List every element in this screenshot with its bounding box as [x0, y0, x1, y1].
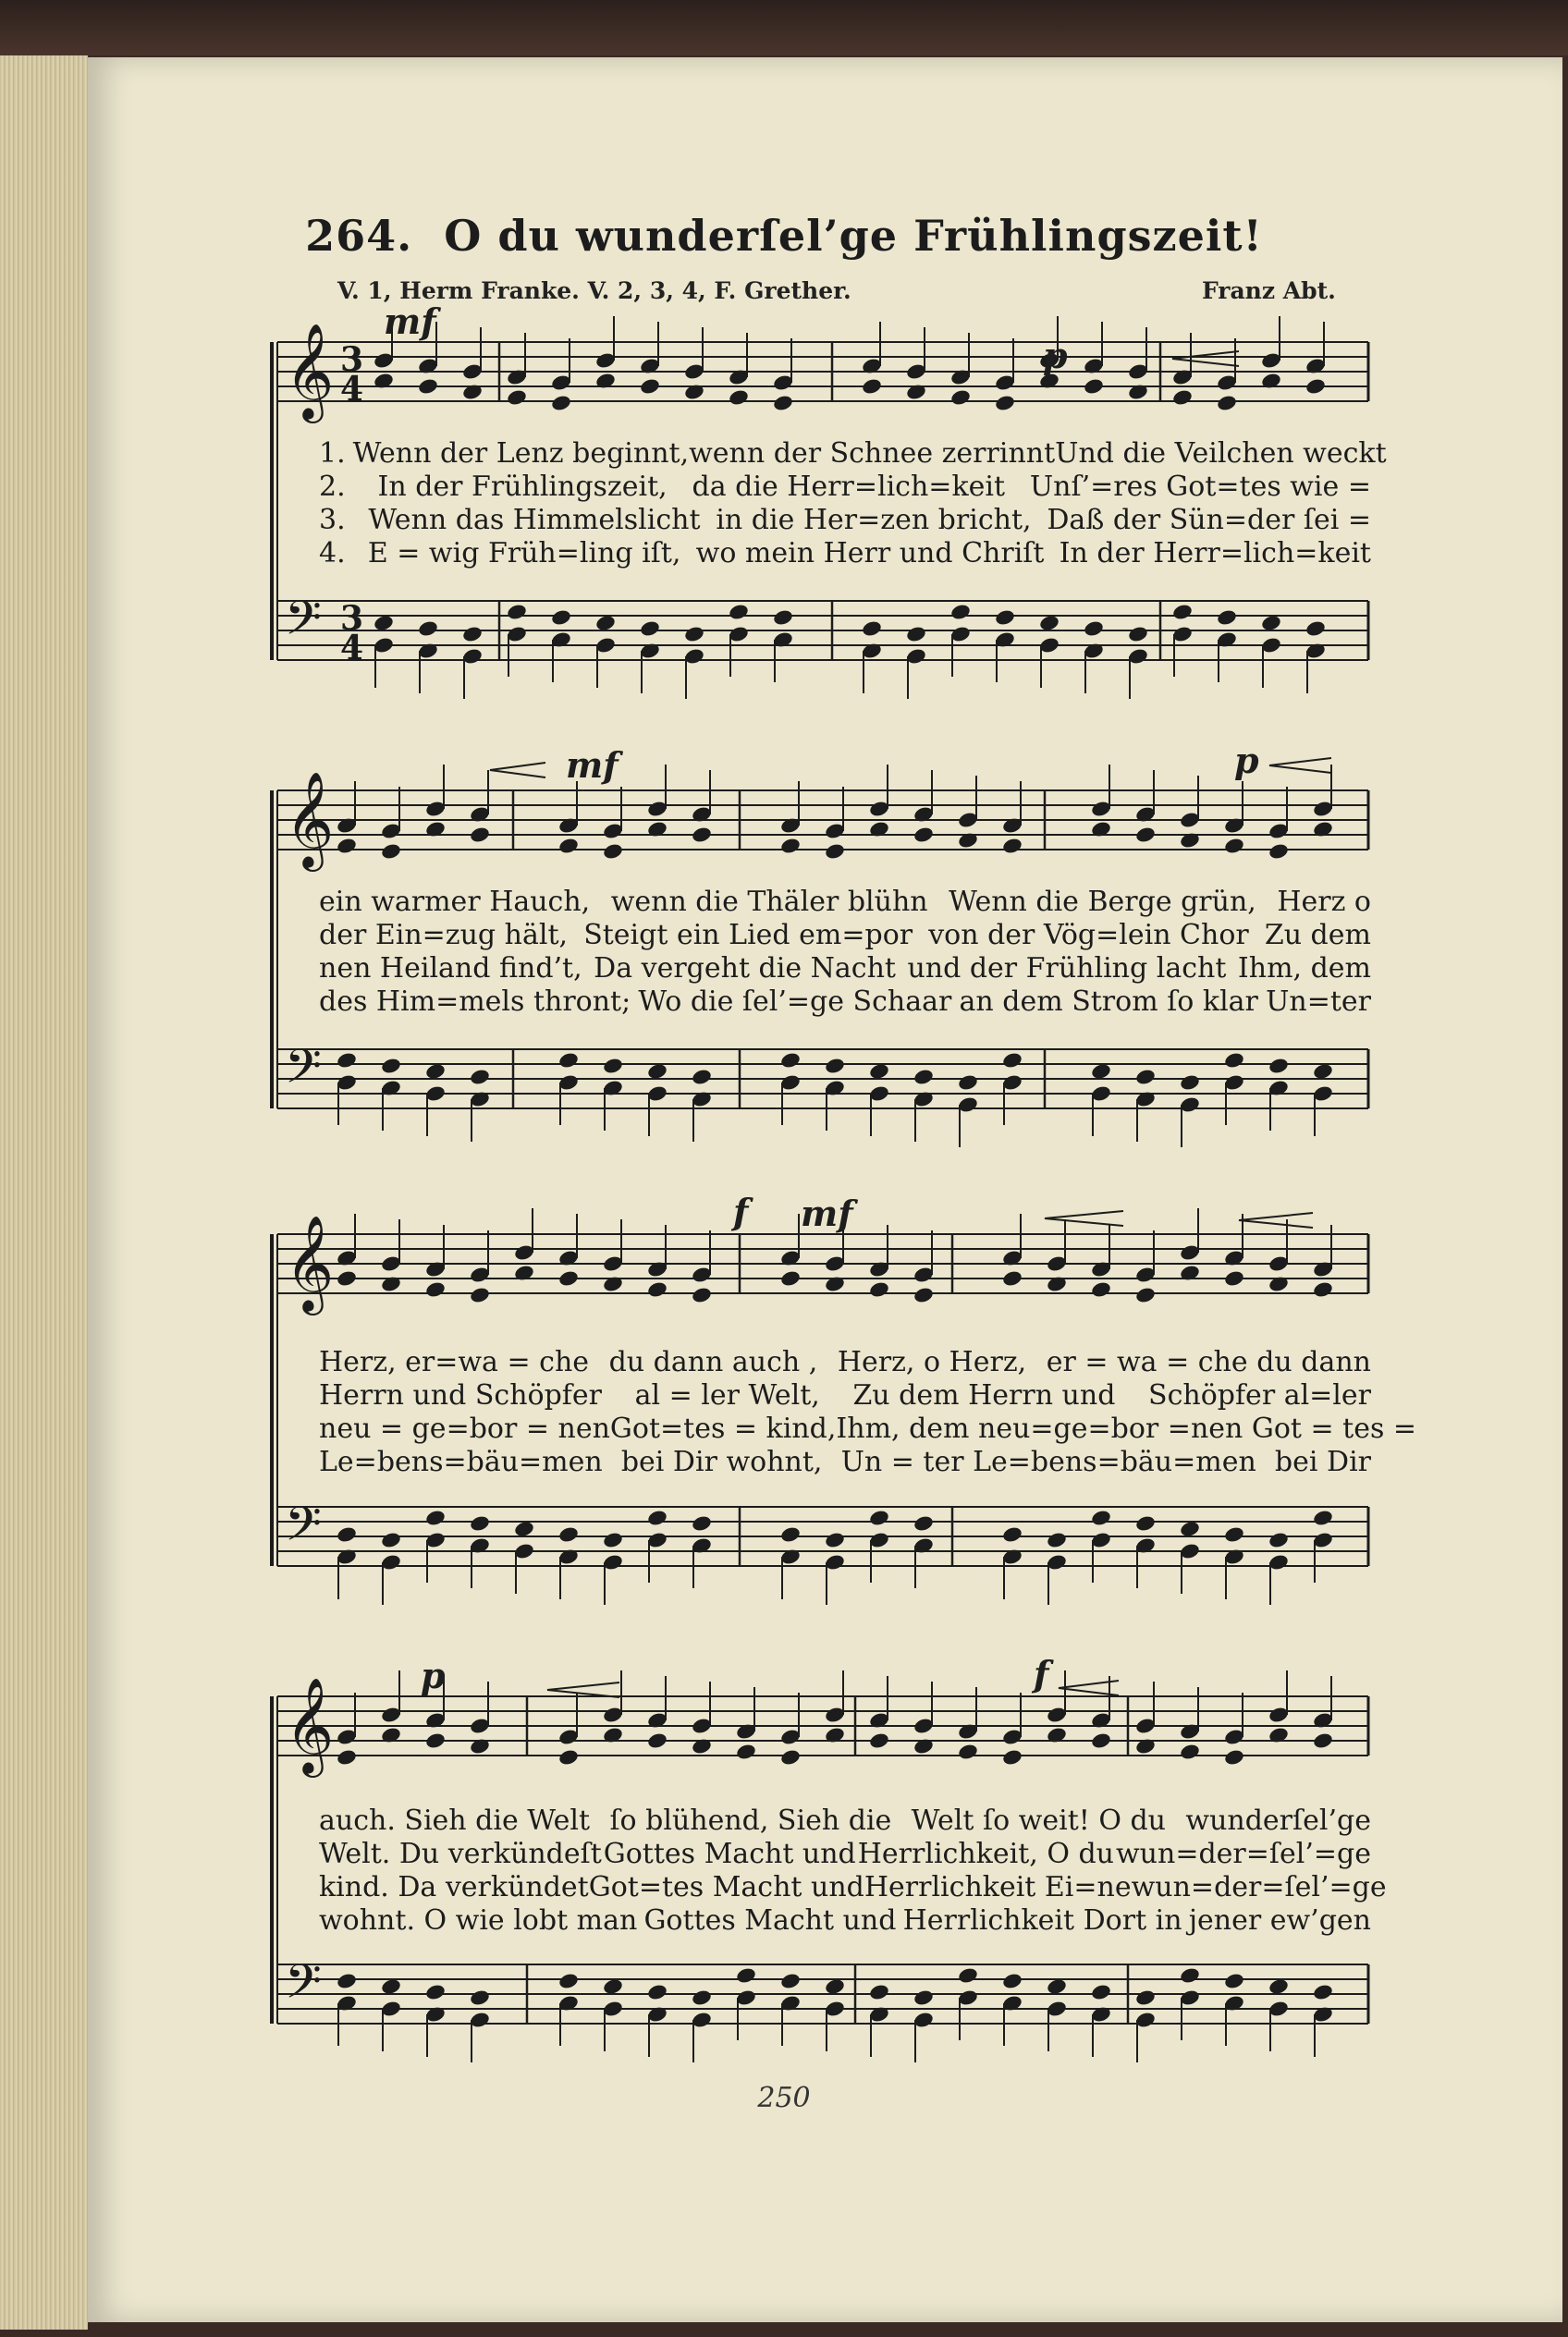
note-head [683, 625, 705, 643]
time-signature-denominator: 4 [340, 370, 364, 409]
note-head [1268, 1057, 1290, 1075]
note-head [1179, 1520, 1201, 1538]
note-head [994, 608, 1016, 627]
note-head [779, 1269, 802, 1288]
note-head [1312, 1983, 1334, 2001]
note-head [1260, 614, 1282, 632]
note-head [557, 1748, 580, 1767]
note-head [557, 1972, 580, 1990]
note-head [1001, 1748, 1023, 1767]
note-head [1305, 377, 1327, 396]
note-head [779, 1051, 802, 1070]
note-head [380, 1977, 402, 1996]
lyricist-credit: V. 1, Herm Franke. V. 2, 3, 4, F. Grether. [337, 277, 851, 304]
note-head [1001, 1051, 1023, 1070]
note-head [735, 1966, 757, 1985]
lyric-line: Herz, er=wa = che du dann auch , Herz, o Herz, er = wa = che du dann [319, 1346, 1371, 1378]
note-head [646, 1509, 668, 1527]
note-head [1134, 1286, 1157, 1304]
note-head [1312, 1062, 1334, 1081]
lyric-line: der Ein=zug hält, Steigt ein Lied em=por von der Vög=lein Chor Zu dem [319, 919, 1371, 951]
note-head [868, 1509, 890, 1527]
note-head [949, 603, 972, 621]
note-head [957, 1743, 979, 1761]
note-head [1223, 1748, 1245, 1767]
note-head [557, 1525, 580, 1544]
lyric-line: kind. Da verkündet Got=tes Macht und Herrlichkeit Ei=ne wun=der=ſel’=ge [319, 1871, 1387, 1903]
note-head [646, 1280, 668, 1299]
note-head [646, 1983, 668, 2001]
note-head [550, 608, 572, 627]
hymn-title-text: O du wunderſel’ge Frühlingszeit! [444, 211, 1263, 261]
note-head [1216, 394, 1238, 412]
note-head [1268, 1531, 1290, 1549]
note-head [772, 608, 794, 627]
note-head [602, 1057, 624, 1075]
note-head [557, 1269, 580, 1288]
note-head [1038, 614, 1060, 632]
note-head [639, 377, 661, 396]
note-head [380, 1531, 402, 1549]
note-head [691, 1988, 713, 2007]
lyric-line: Herrn und Schöpfer al = ler Welt, Zu dem Herrn und Schöpfer al=ler [319, 1379, 1371, 1412]
note-head [1179, 1743, 1201, 1761]
note-head [691, 1068, 713, 1086]
note-head [602, 1977, 624, 1996]
note-head [557, 1051, 580, 1070]
note-head [469, 1988, 491, 2007]
note-head [1305, 619, 1327, 638]
note-head [469, 1068, 491, 1086]
lyric-line: Welt. Du verkündeſt Gottes Macht und Herrlichkeit, O du wun=der=ſel’=ge [319, 1838, 1371, 1870]
note-head [913, 1514, 935, 1533]
note-head [594, 614, 617, 632]
time-signature-numerator: 3 [340, 599, 364, 638]
note-head [1090, 1731, 1112, 1750]
dynamic-p: p [421, 1655, 446, 1696]
note-head [1090, 1983, 1112, 2001]
lyric-line: ein warmer Hauch, wenn die Thäler blühn Wenn die Berge grün, Herz o [319, 886, 1371, 918]
bass-clef: 𝄢 [285, 1496, 322, 1563]
lyric-line: des Him=mels thront; Wo die ſel’=ge Schaar an dem Strom ſo klar Un=ter [319, 985, 1371, 1018]
note-head [1090, 1509, 1112, 1527]
crescendo-hairpin [1045, 1211, 1123, 1226]
dynamic-mf: mf [801, 1193, 853, 1234]
note-head [779, 1748, 802, 1767]
note-head [824, 842, 846, 861]
note-head [913, 1286, 935, 1304]
note-head [1312, 1280, 1334, 1299]
note-head [824, 1531, 846, 1549]
composer-credit: Franz Abt. [1202, 277, 1336, 304]
note-head [513, 1520, 535, 1538]
bass-clef: 𝄢 [285, 590, 322, 657]
note-head [824, 1977, 846, 1996]
note-head [1001, 1972, 1023, 1990]
note-head [957, 1073, 979, 1092]
lyric-line: neu = ge=bor = nen Got=tes = kind, Ihm, dem neu=ge=bor = nen Got = tes = [319, 1413, 1417, 1445]
page-number: 250 [757, 2082, 811, 2114]
note-head [506, 603, 528, 621]
note-head [1179, 1073, 1201, 1092]
dynamic-f: f [1034, 1653, 1049, 1695]
note-head [469, 1514, 491, 1533]
note-head [824, 1057, 846, 1075]
note-head [602, 1531, 624, 1549]
crescendo-hairpin [1172, 351, 1239, 366]
note-head [469, 826, 491, 844]
bass-clef: 𝄢 [285, 1038, 322, 1106]
note-head [1090, 1280, 1112, 1299]
note-head [1083, 377, 1105, 396]
treble-clef: 𝄞 [285, 771, 335, 868]
note-head [424, 1280, 447, 1299]
note-head [424, 1062, 447, 1081]
note-head [469, 1286, 491, 1304]
note-head [550, 394, 572, 412]
lyric-line: wohnt. O wie lobt man Gottes Macht und Herrlichkeit Dort in jener ew’gen [319, 1904, 1371, 1937]
bass-clef: 𝄢 [285, 1953, 322, 2021]
note-head [639, 619, 661, 638]
note-head [957, 1966, 979, 1985]
note-head [1223, 1525, 1245, 1544]
note-head [1090, 1062, 1112, 1081]
note-head [868, 1280, 890, 1299]
note-head [913, 1068, 935, 1086]
note-head [868, 1731, 890, 1750]
note-head [1001, 837, 1023, 855]
note-head [1001, 1525, 1023, 1544]
note-head [1127, 625, 1149, 643]
note-head [779, 1972, 802, 1990]
note-head [424, 1509, 447, 1527]
note-head [1216, 608, 1238, 627]
lyric-line: 1. Wenn der Lenz beginnt, wenn der Schnee zerrinnt Und die Veilchen weckt [319, 437, 1387, 470]
dynamic-p: p [1043, 335, 1068, 376]
note-head [728, 603, 750, 621]
note-head [691, 826, 713, 844]
note-head [373, 614, 395, 632]
dynamic-p: p [1234, 740, 1259, 781]
lyric-line: nen Heiland find’t, Da vergeht die Nacht und der Frühling lacht Ihm, dem [319, 952, 1371, 985]
hymn-number: 264. [305, 211, 413, 261]
note-head [772, 394, 794, 412]
treble-clef: 𝄞 [285, 1215, 335, 1312]
note-head [336, 1525, 358, 1544]
note-head [646, 1731, 668, 1750]
note-head [646, 1062, 668, 1081]
note-head [1268, 842, 1290, 861]
note-head [336, 1051, 358, 1070]
note-head [1171, 388, 1194, 407]
crescendo-hairpin [490, 763, 545, 777]
note-head [1312, 1509, 1334, 1527]
note-head [779, 1525, 802, 1544]
note-head [1083, 619, 1105, 638]
note-head [1001, 1269, 1023, 1288]
note-head [417, 619, 439, 638]
note-head [913, 1988, 935, 2007]
note-head [1312, 1731, 1334, 1750]
note-head [868, 1062, 890, 1081]
note-head [728, 388, 750, 407]
dynamic-mf: mf [566, 744, 619, 786]
note-head [557, 837, 580, 855]
note-head [1223, 837, 1245, 855]
crescendo-hairpin [547, 1682, 619, 1697]
note-head [1223, 1269, 1245, 1288]
note-head [506, 388, 528, 407]
note-head [691, 1514, 713, 1533]
time-signature-denominator: 4 [340, 629, 364, 667]
note-head [336, 1972, 358, 1990]
time-signature-numerator: 3 [340, 340, 364, 379]
note-head [336, 1269, 358, 1288]
note-head [1223, 1051, 1245, 1070]
note-head [1046, 1977, 1068, 1996]
note-head [994, 394, 1016, 412]
note-head [913, 826, 935, 844]
note-head [779, 837, 802, 855]
lyric-line: Le=bens=bäu=men bei Dir wohnt, Un = ter Le=bens=bäu=men bei Dir [319, 1446, 1371, 1478]
note-head [1134, 1988, 1157, 2007]
dynamic-f: f [733, 1191, 749, 1232]
note-head [380, 1057, 402, 1075]
note-head [424, 1983, 447, 2001]
lyric-line: 2. In der Frühlingszeit, da die Herr=lich=keit Unſ’=res Got=tes wie = [319, 471, 1371, 503]
note-head [461, 625, 484, 643]
note-head [861, 619, 883, 638]
note-head [1134, 826, 1157, 844]
treble-clef: 𝄞 [285, 323, 335, 420]
note-head [949, 388, 972, 407]
note-head [1134, 1514, 1157, 1533]
note-head [735, 1743, 757, 1761]
note-head [1046, 1531, 1068, 1549]
treble-clef: 𝄞 [285, 1677, 335, 1774]
note-head [1268, 1977, 1290, 1996]
note-head [336, 1748, 358, 1767]
note-head [1171, 603, 1194, 621]
note-head [868, 1983, 890, 2001]
note-head [1179, 1966, 1201, 1985]
crescendo-hairpin [1239, 1213, 1313, 1228]
note-head [1134, 1068, 1157, 1086]
lyric-line: 3. Wenn das Himmelslicht in die Her=zen bricht, Daß der Sün=der ſei = [319, 504, 1371, 536]
note-head [417, 377, 439, 396]
note-head [861, 377, 883, 396]
lyric-line: 4. E = wig Früh=ling iſt, wo mein Herr und Chriſt In der Herr=lich=keit [319, 537, 1371, 569]
crescendo-hairpin [1269, 758, 1331, 773]
lyric-line: auch. Sieh die Welt ſo blühend, Sieh die Welt ſo weit! O du wunderſel’ge [319, 1805, 1371, 1837]
note-head [424, 1731, 447, 1750]
dynamic-mf: mf [384, 300, 436, 342]
note-head [905, 625, 927, 643]
note-head [380, 842, 402, 861]
note-head [336, 837, 358, 855]
note-head [602, 842, 624, 861]
note-head [1223, 1972, 1245, 1990]
note-head [691, 1286, 713, 1304]
